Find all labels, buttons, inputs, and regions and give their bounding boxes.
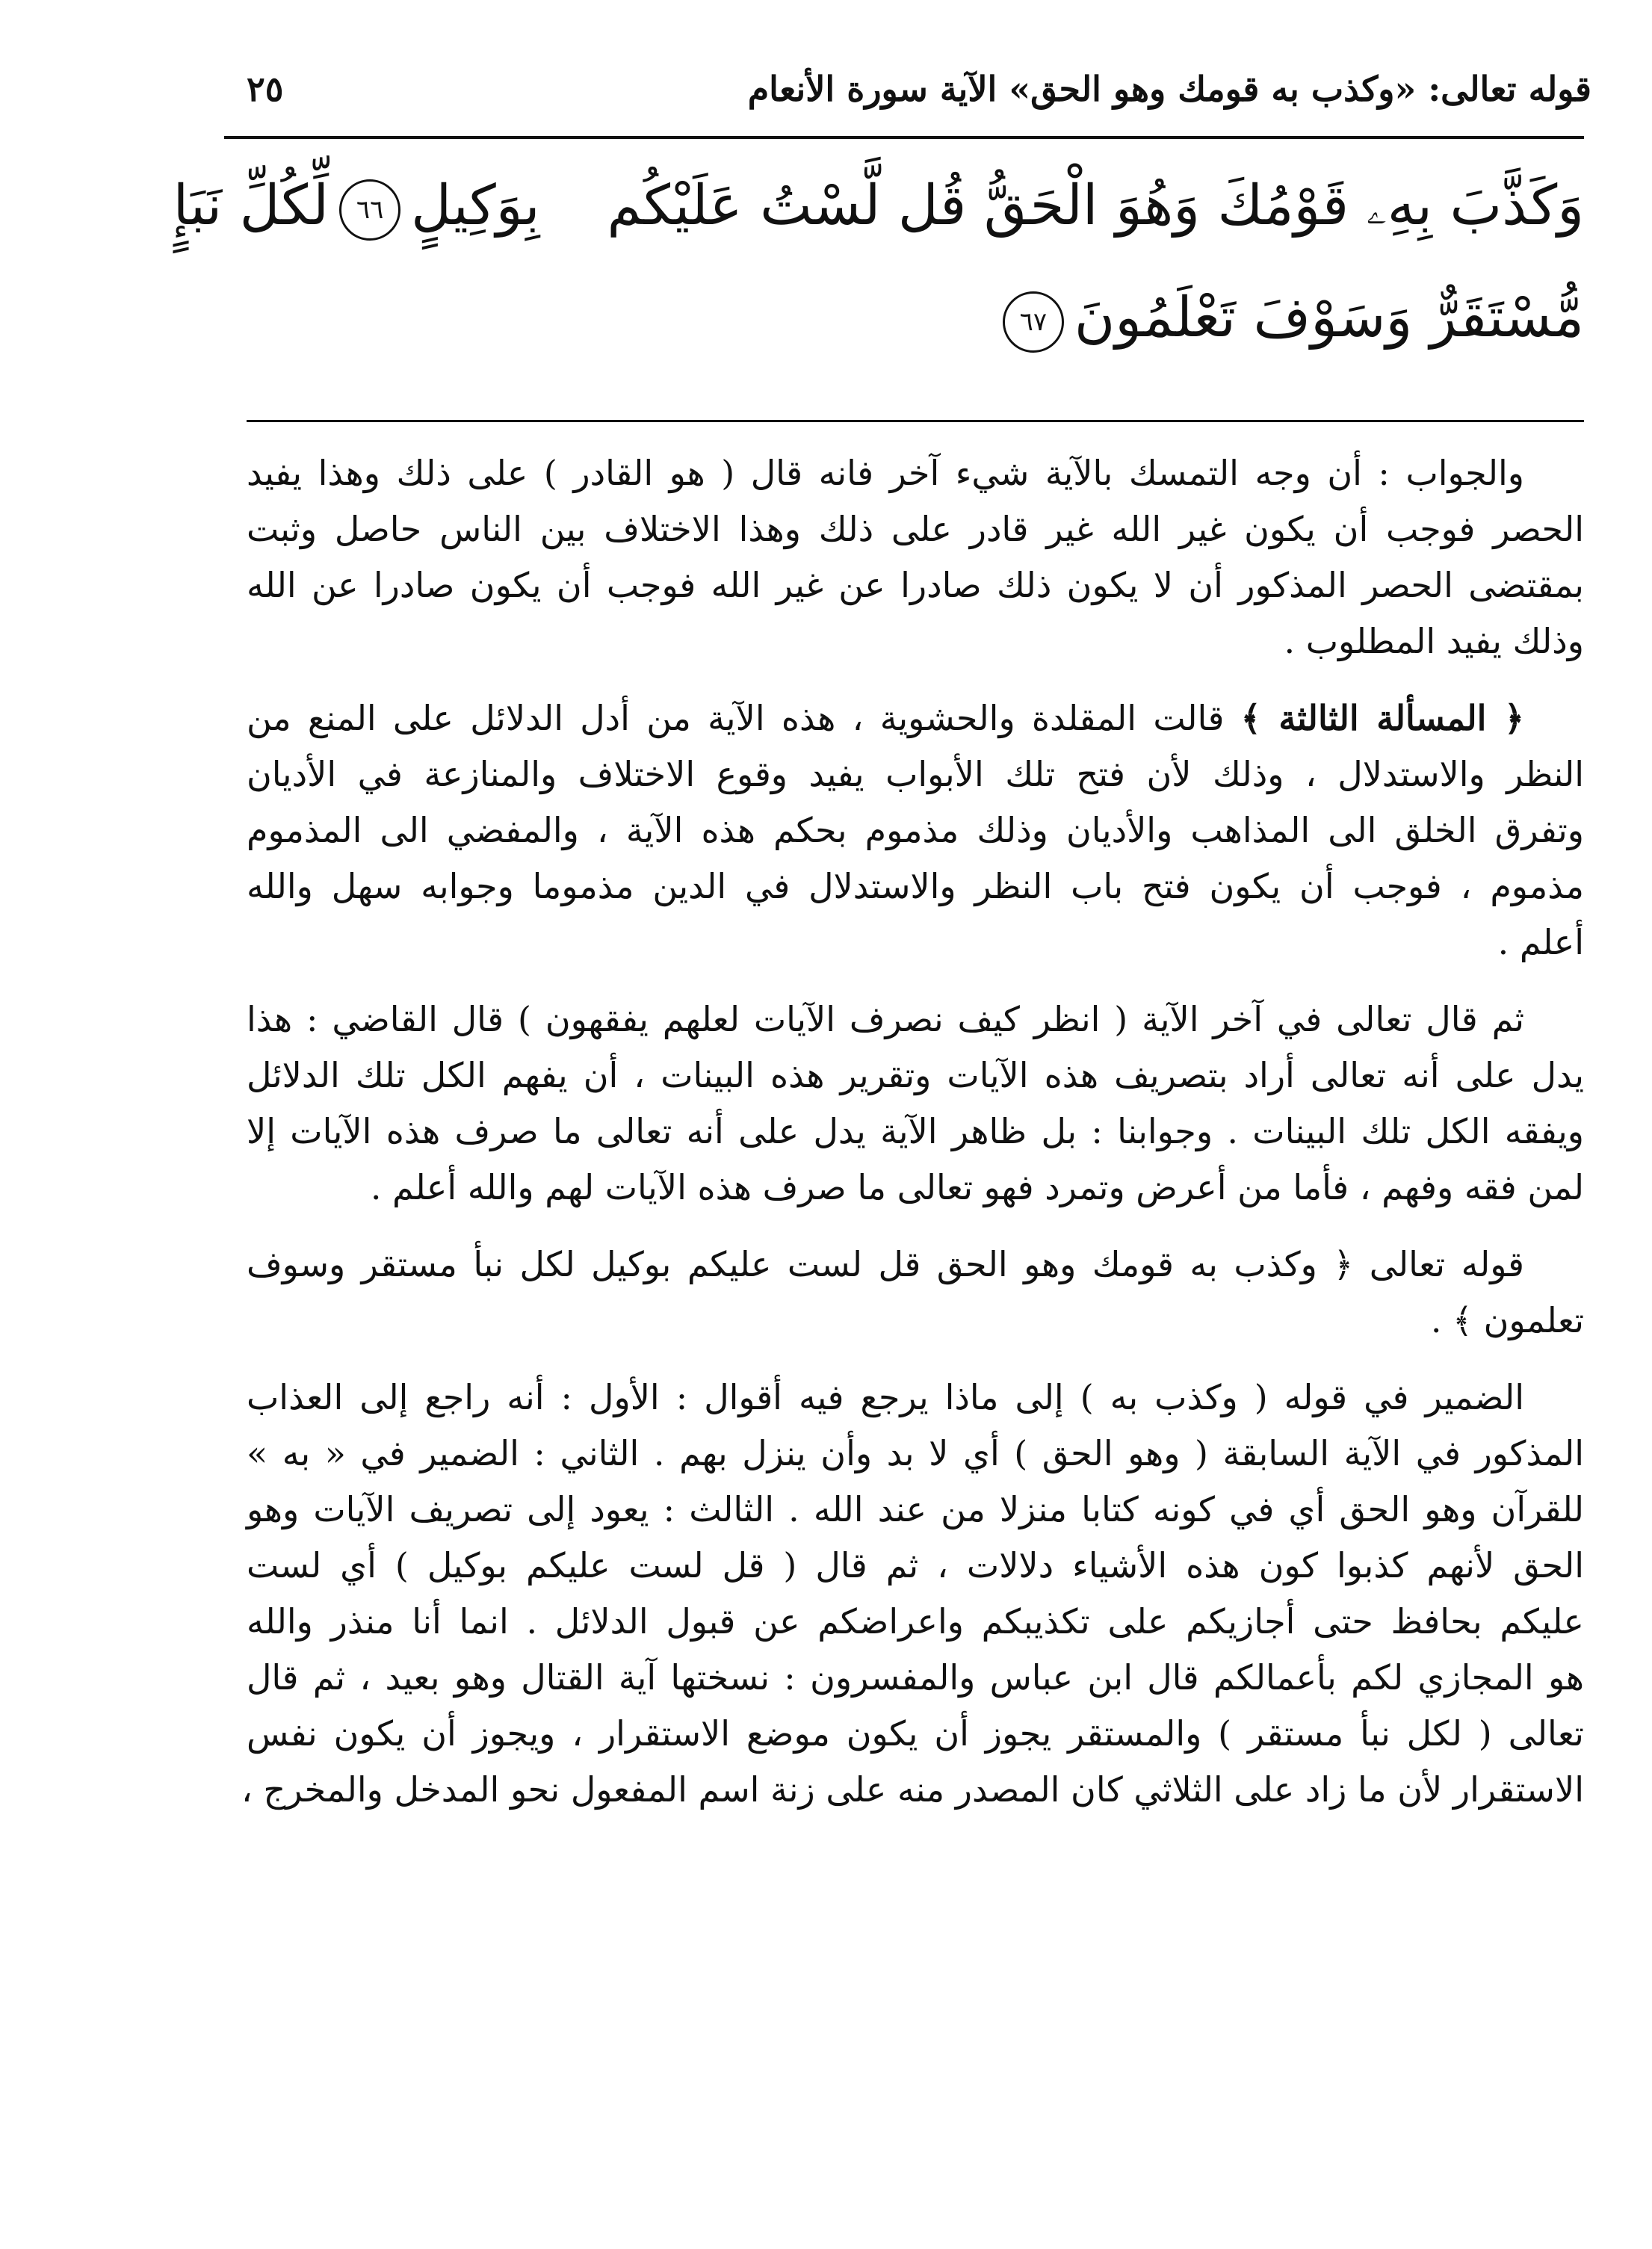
paragraph-pronoun [241,1370,1584,1818]
text-line: تعلمون ﴾ . [1430,1300,1584,1340]
text-line: للقرآن وهو الحق أي في كونه كتابا منزلا من عند الله . الثالث : يعود إلى تصريف الآيات وهو [247,1489,1584,1529]
paragraph-verse-quote [247,1237,1584,1349]
text-line: المذكور في الآية السابقة ( وهو الحق ) أي لا بد وأن ينزل بهم . الثاني : الضمير في « به » [247,1433,1584,1473]
text-line: مذموم ، فوجب أن يكون فتح باب النظر والاستدلال في الدين مذموما وجوابه سهل والله [247,866,1584,906]
text-line: لمن فقه وفهم ، فأما من أعرض وتمرد فهو تعالى ما صرف هذه الآيات لهم والله أعلم . [370,1167,1584,1207]
header-rule [224,136,1584,139]
verse-text: لِّكُلِّ نَبَإٍ [173,173,330,238]
text-line: أعلم . [1497,922,1584,962]
text-line: بمقتضى الحصر المذكور أن لا يكون ذلك صادرا عن غير الله فوجب أن يكون صادرا عن الله [247,565,1584,605]
text-line: الحصر فوجب أن يكون غير الله غير قادر على ذلك وهذا الاختلاف بين الناس حاصل وثبت [247,509,1584,549]
verse-text: وَكَذَّبَ بِهِۦ قَوْمُكَ وَهُوَ الْحَقُّ قُل لَّسْتُ عَلَيْكُم [607,173,1584,238]
header-title: قوله تعالى: «وكذب به قومك وهو الحق» الآية سورة الأنعام [747,69,1591,109]
verse-line-2 [239,262,1584,374]
verse-line-1 [173,149,1584,262]
text-line [247,690,1584,746]
text-line: هو المجازي لكم بأعمالكم قال ابن عباس والمفسرون : نسختها آية القتال وهو بعيد ، ثم قال [247,1657,1584,1698]
section-rule [247,420,1584,422]
text-line: يدل على أنه تعالى أراد بتصريف هذه الآيات وتقرير هذه البينات ، أن يفهم الكل تلك الدلائل [247,1055,1584,1095]
text-line: الحق لأنهم كذبوا كون هذه الأشياء دلالات ، ثم قال ( قل لست عليكم بوكيل ) أي لست [247,1545,1584,1586]
text-line: ويفقه الكل تلك البينات . وجوابنا : بل ظاهر الآية يدل على أنه تعالى ما صرف هذه الآيات إلا [247,1111,1584,1151]
verse-text: بِوَكِيلٍ [411,173,540,238]
text-line: والجواب : أن وجه التمسك بالآية شيء آخر فانه قال ( هو القادر ) على ذلك وهذا يفيد [247,453,1524,493]
text-line: تعالى ( لكل نبأ مستقر ) والمستقر يجوز أن يكون موضع الاستقرار ، ويجوز أن يكون نفس [247,1713,1584,1754]
text-line: النظر والاستدلال ، وذلك لأن فتح تلك الأبواب يفيد وقوع الاختلاف والمنازعة في الأديان [247,754,1584,794]
paragraph-end-of-verse [247,992,1584,1216]
text-line: الاستقرار لأن ما زاد على الثلاثي كان المصدر منه على زنة اسم المفعول نحو المدخل والمخرج ، [241,1769,1584,1810]
running-header [247,69,1591,129]
ayah-number-marker: ٦٦ [339,179,400,241]
commentary-text [241,445,1584,1839]
text-line: الضمير في قوله ( وكذب به ) إلى ماذا يرجع فيه أقوال : الأول : أنه راجع إلى العذاب [247,1377,1524,1417]
ayah-number-marker: ٦٧ [1003,291,1064,353]
paragraph-answer [247,445,1584,669]
text-line: قوله تعالى ﴿ وكذب به قومك وهو الحق قل لست عليكم بوكيل لكل نبأ مستقر وسوف [247,1244,1524,1284]
text-line: عليكم بحافظ حتى أجازيكم على تكذيبكم واعراضكم عن قبول الدلائل . انما أنا منذر والله [247,1601,1584,1642]
section-heading: ﴿ المسألة الثالثة ﴾ [1240,698,1525,738]
verse-text: مُّسْتَقَرٌّ وَسَوْفَ تَعْلَمُونَ [1074,285,1584,350]
paragraph-third-issue [247,690,1584,971]
text-line: وذلك يفيد المطلوب . [1284,621,1584,661]
text-line: وتفرق الخلق الى المذاهب والأديان وذلك مذموم بحكم هذه الآية ، والمفضي الى المذموم [247,810,1584,850]
quran-verse-block [173,149,1584,374]
text-line: ثم قال تعالى في آخر الآية ( انظر كيف نصرف الآيات لعلهم يفقهون ) قال القاضي : هذا [247,999,1524,1039]
page-number: ٢٥ [247,69,284,109]
text-fragment: قالت المقلدة والحشوية ، هذه الآية من أدل الدلائل على المنع من [247,698,1241,738]
